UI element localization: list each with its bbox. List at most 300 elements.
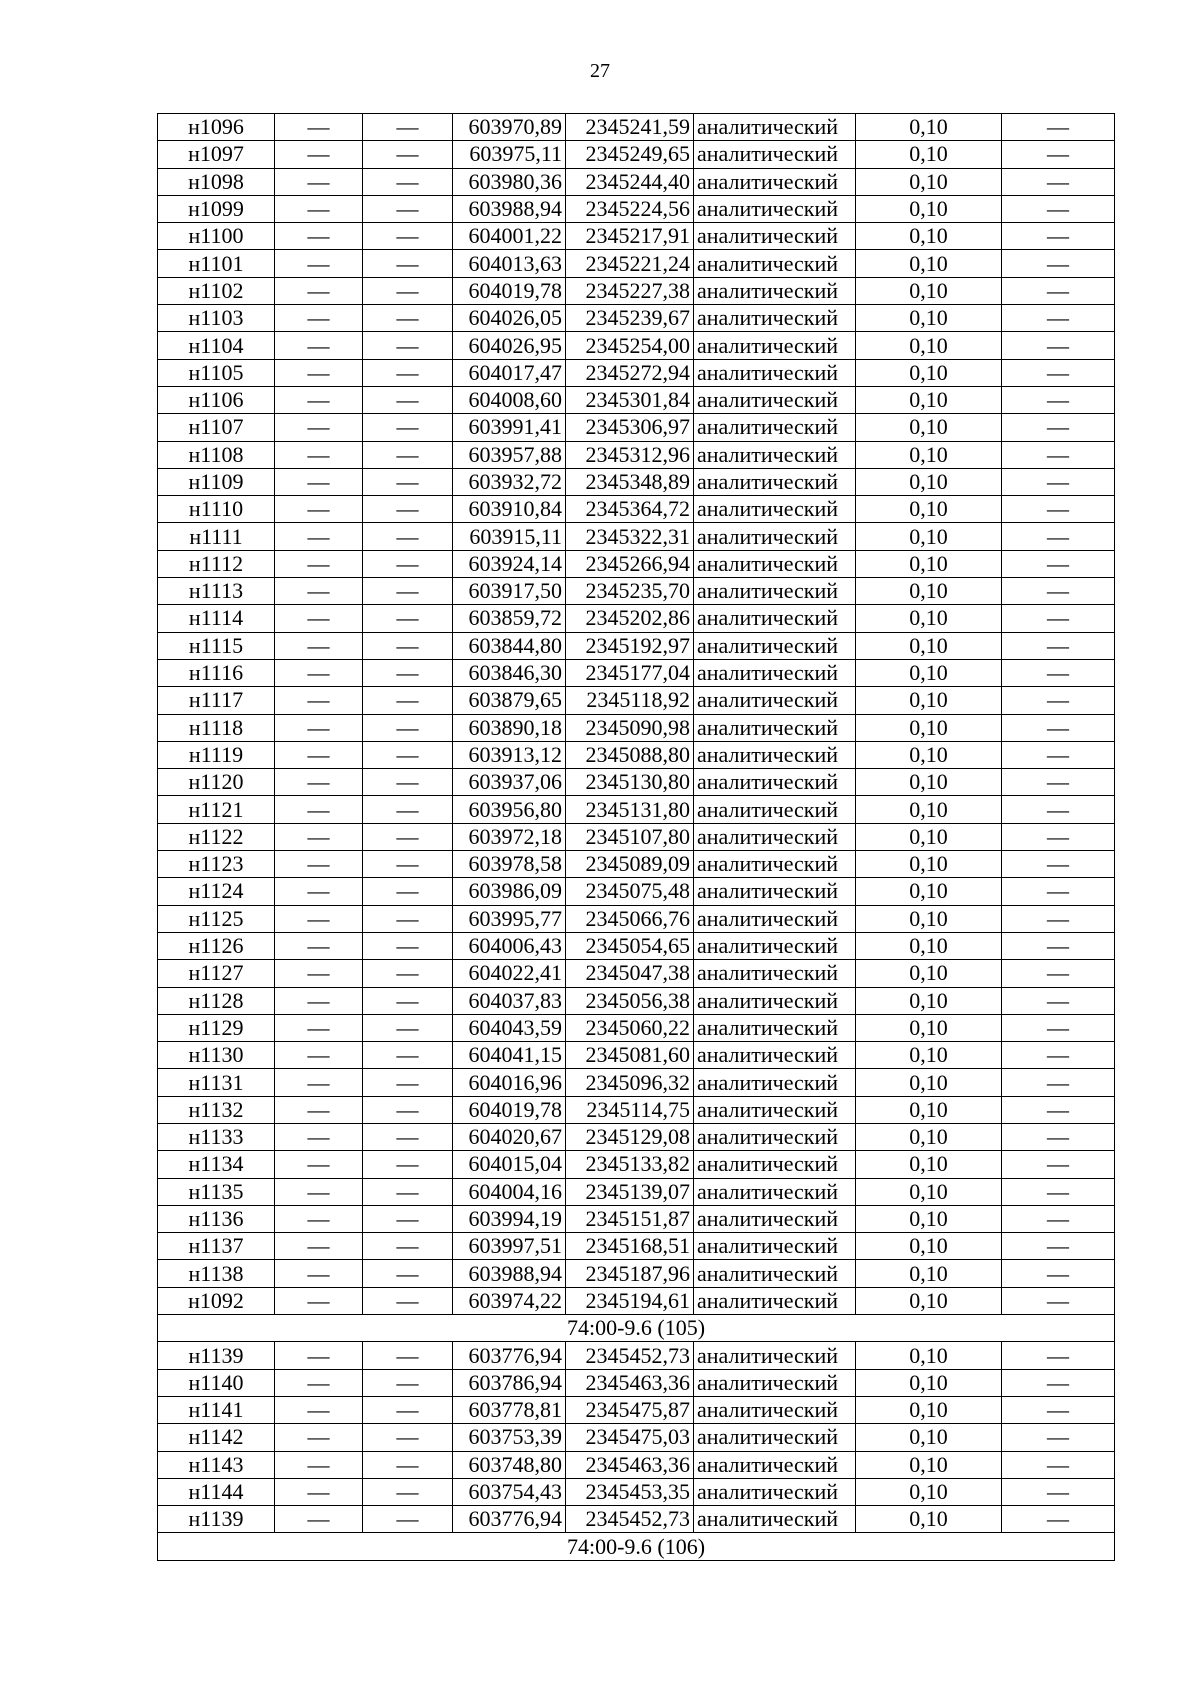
dash-cell: — [275, 823, 363, 850]
precision-cell: 0,10 [856, 1424, 1002, 1451]
point-name-cell: н1121 [158, 796, 275, 823]
precision-cell: 0,10 [856, 168, 1002, 195]
precision-cell: 0,10 [856, 1069, 1002, 1096]
dash-cell: — [363, 468, 453, 495]
point-name-cell: н1102 [158, 277, 275, 304]
point-name-cell: н1133 [158, 1123, 275, 1150]
method-cell: аналитический [694, 223, 856, 250]
point-name-cell: н1137 [158, 1233, 275, 1260]
table-row [158, 168, 1115, 195]
y-coordinate-cell: 2345075,48 [566, 878, 694, 905]
dash-cell: — [363, 114, 453, 141]
point-name-cell: н1139 [158, 1506, 275, 1533]
y-coordinate-cell: 2345306,97 [566, 414, 694, 441]
dash-cell: — [275, 796, 363, 823]
dash-cell: — [363, 1478, 453, 1505]
dash-cell: — [1002, 523, 1115, 550]
table-row [158, 741, 1115, 768]
precision-cell: 0,10 [856, 114, 1002, 141]
y-coordinate-cell: 2345463,36 [566, 1451, 694, 1478]
dash-cell: — [275, 714, 363, 741]
y-coordinate-cell: 2345056,38 [566, 987, 694, 1014]
dash-cell: — [1002, 305, 1115, 332]
point-name-cell: н1105 [158, 359, 275, 386]
precision-cell: 0,10 [856, 1287, 1002, 1314]
method-cell: аналитический [694, 851, 856, 878]
table-row [158, 223, 1115, 250]
point-name-cell: н1114 [158, 605, 275, 632]
dash-cell: — [275, 496, 363, 523]
y-coordinate-cell: 2345139,07 [566, 1178, 694, 1205]
x-coordinate-cell: 603997,51 [453, 1233, 566, 1260]
y-coordinate-cell: 2345224,56 [566, 195, 694, 222]
dash-cell: — [275, 468, 363, 495]
x-coordinate-cell: 604016,96 [453, 1069, 566, 1096]
point-name-cell: н1129 [158, 1014, 275, 1041]
x-coordinate-cell: 603910,84 [453, 496, 566, 523]
point-name-cell: н1103 [158, 305, 275, 332]
dash-cell: — [363, 359, 453, 386]
method-cell: аналитический [694, 1233, 856, 1260]
table-row [158, 769, 1115, 796]
dash-cell: — [1002, 1506, 1115, 1533]
dash-cell: — [275, 114, 363, 141]
table-row [158, 305, 1115, 332]
x-coordinate-cell: 603913,12 [453, 741, 566, 768]
dash-cell: — [1002, 741, 1115, 768]
point-name-cell: н1144 [158, 1478, 275, 1505]
x-coordinate-cell: 604006,43 [453, 932, 566, 959]
y-coordinate-cell: 2345272,94 [566, 359, 694, 386]
point-name-cell: н1141 [158, 1396, 275, 1423]
dash-cell: — [275, 1451, 363, 1478]
method-cell: аналитический [694, 114, 856, 141]
method-cell: аналитический [694, 1424, 856, 1451]
dash-cell: — [275, 605, 363, 632]
point-name-cell: н1092 [158, 1287, 275, 1314]
dash-cell: — [1002, 1096, 1115, 1123]
precision-cell: 0,10 [856, 632, 1002, 659]
dash-cell: — [1002, 414, 1115, 441]
y-coordinate-cell: 2345312,96 [566, 441, 694, 468]
dash-cell: — [363, 305, 453, 332]
point-name-cell: н1122 [158, 823, 275, 850]
dash-cell: — [1002, 687, 1115, 714]
dash-cell: — [1002, 659, 1115, 686]
dash-cell: — [1002, 796, 1115, 823]
precision-cell: 0,10 [856, 1506, 1002, 1533]
table-row [158, 114, 1115, 141]
method-cell: аналитический [694, 305, 856, 332]
precision-cell: 0,10 [856, 1151, 1002, 1178]
dash-cell: — [275, 905, 363, 932]
precision-cell: 0,10 [856, 550, 1002, 577]
dash-cell: — [363, 605, 453, 632]
y-coordinate-cell: 2345348,89 [566, 468, 694, 495]
precision-cell: 0,10 [856, 332, 1002, 359]
table-row [158, 960, 1115, 987]
x-coordinate-cell: 604004,16 [453, 1178, 566, 1205]
y-coordinate-cell: 2345088,80 [566, 741, 694, 768]
method-cell: аналитический [694, 769, 856, 796]
x-coordinate-cell: 604008,60 [453, 386, 566, 413]
dash-cell: — [1002, 987, 1115, 1014]
dash-cell: — [1002, 1205, 1115, 1232]
precision-cell: 0,10 [856, 1178, 1002, 1205]
dash-cell: — [363, 1123, 453, 1150]
x-coordinate-cell: 603974,22 [453, 1287, 566, 1314]
dash-cell: — [275, 305, 363, 332]
point-name-cell: н1112 [158, 550, 275, 577]
point-name-cell: н1136 [158, 1205, 275, 1232]
point-name-cell: н1138 [158, 1260, 275, 1287]
dash-cell: — [275, 168, 363, 195]
point-name-cell: н1130 [158, 1042, 275, 1069]
dash-cell: — [1002, 441, 1115, 468]
x-coordinate-cell: 603786,94 [453, 1369, 566, 1396]
dash-cell: — [1002, 386, 1115, 413]
dash-cell: — [1002, 769, 1115, 796]
point-name-cell: н1119 [158, 741, 275, 768]
point-name-cell: н1132 [158, 1096, 275, 1123]
y-coordinate-cell: 2345192,97 [566, 632, 694, 659]
y-coordinate-cell: 2345114,75 [566, 1096, 694, 1123]
table-row [158, 878, 1115, 905]
point-name-cell: н1140 [158, 1369, 275, 1396]
x-coordinate-cell: 603924,14 [453, 550, 566, 577]
x-coordinate-cell: 603988,94 [453, 1260, 566, 1287]
method-cell: аналитический [694, 1342, 856, 1369]
dash-cell: — [275, 550, 363, 577]
precision-cell: 0,10 [856, 1042, 1002, 1069]
dash-cell: — [363, 987, 453, 1014]
dash-cell: — [1002, 1260, 1115, 1287]
x-coordinate-cell: 604037,83 [453, 987, 566, 1014]
method-cell: аналитический [694, 632, 856, 659]
x-coordinate-cell: 603937,06 [453, 769, 566, 796]
dash-cell: — [275, 1069, 363, 1096]
table-row [158, 1096, 1115, 1123]
method-cell: аналитический [694, 905, 856, 932]
dash-cell: — [363, 250, 453, 277]
dash-cell: — [363, 1424, 453, 1451]
table-row [158, 1287, 1115, 1314]
section-label: 74:00-9.6 (105) [158, 1315, 1115, 1342]
dash-cell: — [275, 250, 363, 277]
dash-cell: — [275, 441, 363, 468]
table-row [158, 851, 1115, 878]
dash-cell: — [1002, 1123, 1115, 1150]
precision-cell: 0,10 [856, 195, 1002, 222]
dash-cell: — [363, 687, 453, 714]
precision-cell: 0,10 [856, 496, 1002, 523]
dash-cell: — [1002, 1233, 1115, 1260]
y-coordinate-cell: 2345452,73 [566, 1342, 694, 1369]
dash-cell: — [1002, 1287, 1115, 1314]
dash-cell: — [363, 960, 453, 987]
method-cell: аналитический [694, 550, 856, 577]
x-coordinate-cell: 603748,80 [453, 1451, 566, 1478]
y-coordinate-cell: 2345133,82 [566, 1151, 694, 1178]
y-coordinate-cell: 2345047,38 [566, 960, 694, 987]
dash-cell: — [363, 796, 453, 823]
y-coordinate-cell: 2345202,86 [566, 605, 694, 632]
dash-cell: — [275, 1096, 363, 1123]
y-coordinate-cell: 2345364,72 [566, 496, 694, 523]
dash-cell: — [1002, 632, 1115, 659]
precision-cell: 0,10 [856, 1233, 1002, 1260]
dash-cell: — [275, 523, 363, 550]
precision-cell: 0,10 [856, 878, 1002, 905]
precision-cell: 0,10 [856, 223, 1002, 250]
dash-cell: — [363, 932, 453, 959]
method-cell: аналитический [694, 386, 856, 413]
x-coordinate-cell: 603859,72 [453, 605, 566, 632]
table-row [158, 1233, 1115, 1260]
precision-cell: 0,10 [856, 1260, 1002, 1287]
point-name-cell: н1128 [158, 987, 275, 1014]
point-name-cell: н1116 [158, 659, 275, 686]
x-coordinate-cell: 604019,78 [453, 277, 566, 304]
table-row [158, 987, 1115, 1014]
dash-cell: — [1002, 277, 1115, 304]
y-coordinate-cell: 2345054,65 [566, 932, 694, 959]
x-coordinate-cell: 604015,04 [453, 1151, 566, 1178]
y-coordinate-cell: 2345475,03 [566, 1424, 694, 1451]
x-coordinate-cell: 604020,67 [453, 1123, 566, 1150]
point-name-cell: н1110 [158, 496, 275, 523]
method-cell: аналитический [694, 468, 856, 495]
x-coordinate-cell: 603986,09 [453, 878, 566, 905]
table-row [158, 1178, 1115, 1205]
table-row [158, 1042, 1115, 1069]
point-name-cell: н1126 [158, 932, 275, 959]
point-name-cell: н1106 [158, 386, 275, 413]
precision-cell: 0,10 [856, 960, 1002, 987]
dash-cell: — [275, 987, 363, 1014]
table-row [158, 441, 1115, 468]
x-coordinate-cell: 604013,63 [453, 250, 566, 277]
method-cell: аналитический [694, 1069, 856, 1096]
y-coordinate-cell: 2345107,80 [566, 823, 694, 850]
dash-cell: — [1002, 223, 1115, 250]
x-coordinate-cell: 604017,47 [453, 359, 566, 386]
table-row [158, 359, 1115, 386]
precision-cell: 0,10 [856, 414, 1002, 441]
x-coordinate-cell: 603879,65 [453, 687, 566, 714]
point-name-cell: н1115 [158, 632, 275, 659]
dash-cell: — [275, 1260, 363, 1287]
x-coordinate-cell: 604001,22 [453, 223, 566, 250]
method-cell: аналитический [694, 1014, 856, 1041]
precision-cell: 0,10 [856, 851, 1002, 878]
point-name-cell: н1134 [158, 1151, 275, 1178]
dash-cell: — [275, 578, 363, 605]
table-row [158, 1260, 1115, 1287]
table-row [158, 195, 1115, 222]
x-coordinate-cell: 603956,80 [453, 796, 566, 823]
method-cell: аналитический [694, 1369, 856, 1396]
table-row [158, 1369, 1115, 1396]
dash-cell: — [275, 1123, 363, 1150]
precision-cell: 0,10 [856, 1205, 1002, 1232]
method-cell: аналитический [694, 960, 856, 987]
y-coordinate-cell: 2345244,40 [566, 168, 694, 195]
method-cell: аналитический [694, 1151, 856, 1178]
x-coordinate-cell: 603972,18 [453, 823, 566, 850]
precision-cell: 0,10 [856, 468, 1002, 495]
dash-cell: — [363, 769, 453, 796]
table-row [158, 1396, 1115, 1423]
dash-cell: — [363, 1342, 453, 1369]
point-name-cell: н1111 [158, 523, 275, 550]
dash-cell: — [363, 878, 453, 905]
y-coordinate-cell: 2345475,87 [566, 1396, 694, 1423]
y-coordinate-cell: 2345096,32 [566, 1069, 694, 1096]
x-coordinate-cell: 603994,19 [453, 1205, 566, 1232]
dash-cell: — [363, 441, 453, 468]
precision-cell: 0,10 [856, 1123, 1002, 1150]
x-coordinate-cell: 604026,05 [453, 305, 566, 332]
method-cell: аналитический [694, 359, 856, 386]
method-cell: аналитический [694, 1042, 856, 1069]
precision-cell: 0,10 [856, 305, 1002, 332]
dash-cell: — [275, 769, 363, 796]
x-coordinate-cell: 603917,50 [453, 578, 566, 605]
y-coordinate-cell: 2345227,38 [566, 277, 694, 304]
method-cell: аналитический [694, 1205, 856, 1232]
x-coordinate-cell: 603915,11 [453, 523, 566, 550]
point-name-cell: н1118 [158, 714, 275, 741]
method-cell: аналитический [694, 250, 856, 277]
precision-cell: 0,10 [856, 578, 1002, 605]
precision-cell: 0,10 [856, 1369, 1002, 1396]
point-name-cell: н1124 [158, 878, 275, 905]
dash-cell: — [1002, 1178, 1115, 1205]
dash-cell: — [1002, 1369, 1115, 1396]
table-row [158, 141, 1115, 168]
dash-cell: — [1002, 578, 1115, 605]
method-cell: аналитический [694, 1260, 856, 1287]
dash-cell: — [363, 332, 453, 359]
dash-cell: — [1002, 605, 1115, 632]
dash-cell: — [363, 496, 453, 523]
dash-cell: — [1002, 878, 1115, 905]
y-coordinate-cell: 2345194,61 [566, 1287, 694, 1314]
dash-cell: — [363, 141, 453, 168]
y-coordinate-cell: 2345089,09 [566, 851, 694, 878]
point-name-cell: н1097 [158, 141, 275, 168]
table-row [158, 823, 1115, 850]
page-number: 27 [590, 60, 610, 82]
y-coordinate-cell: 2345168,51 [566, 1233, 694, 1260]
dash-cell: — [275, 141, 363, 168]
dash-cell: — [1002, 714, 1115, 741]
table-row [158, 1014, 1115, 1041]
x-coordinate-cell: 603844,80 [453, 632, 566, 659]
x-coordinate-cell: 604022,41 [453, 960, 566, 987]
dash-cell: — [1002, 1478, 1115, 1505]
dash-cell: — [1002, 1342, 1115, 1369]
dash-cell: — [275, 1151, 363, 1178]
dash-cell: — [275, 414, 363, 441]
table-row [158, 550, 1115, 577]
point-name-cell: н1120 [158, 769, 275, 796]
table-row [158, 1424, 1115, 1451]
dash-cell: — [1002, 332, 1115, 359]
table-row [158, 332, 1115, 359]
method-cell: аналитический [694, 1123, 856, 1150]
dash-cell: — [363, 1096, 453, 1123]
dash-cell: — [1002, 1151, 1115, 1178]
dash-cell: — [363, 1287, 453, 1314]
table-row [158, 496, 1115, 523]
point-name-cell: н1123 [158, 851, 275, 878]
x-coordinate-cell: 603778,81 [453, 1396, 566, 1423]
dash-cell: — [363, 1396, 453, 1423]
dash-cell: — [1002, 250, 1115, 277]
dash-cell: — [1002, 960, 1115, 987]
dash-cell: — [1002, 1069, 1115, 1096]
table-row [158, 1506, 1115, 1533]
precision-cell: 0,10 [856, 1478, 1002, 1505]
y-coordinate-cell: 2345266,94 [566, 550, 694, 577]
table-row [158, 250, 1115, 277]
y-coordinate-cell: 2345254,00 [566, 332, 694, 359]
x-coordinate-cell: 603978,58 [453, 851, 566, 878]
dash-cell: — [363, 851, 453, 878]
precision-cell: 0,10 [856, 1014, 1002, 1041]
dash-cell: — [363, 1178, 453, 1205]
dash-cell: — [275, 1506, 363, 1533]
precision-cell: 0,10 [856, 277, 1002, 304]
x-coordinate-cell: 604019,78 [453, 1096, 566, 1123]
table-row [158, 659, 1115, 686]
y-coordinate-cell: 2345463,36 [566, 1369, 694, 1396]
dash-cell: — [275, 1478, 363, 1505]
dash-cell: — [1002, 851, 1115, 878]
point-name-cell: н1125 [158, 905, 275, 932]
dash-cell: — [363, 1014, 453, 1041]
precision-cell: 0,10 [856, 741, 1002, 768]
y-coordinate-cell: 2345131,80 [566, 796, 694, 823]
method-cell: аналитический [694, 414, 856, 441]
method-cell: аналитический [694, 277, 856, 304]
table-row [158, 905, 1115, 932]
table-row [158, 1342, 1115, 1369]
dash-cell: — [363, 1151, 453, 1178]
precision-cell: 0,10 [856, 441, 1002, 468]
coordinates-table [157, 113, 1115, 1561]
y-coordinate-cell: 2345452,73 [566, 1506, 694, 1533]
dash-cell: — [1002, 141, 1115, 168]
method-cell: аналитический [694, 1506, 856, 1533]
dash-cell: — [275, 687, 363, 714]
x-coordinate-cell: 603776,94 [453, 1342, 566, 1369]
point-name-cell: н1143 [158, 1451, 275, 1478]
dash-cell: — [1002, 932, 1115, 959]
method-cell: аналитический [694, 741, 856, 768]
y-coordinate-cell: 2345151,87 [566, 1205, 694, 1232]
dash-cell: — [363, 905, 453, 932]
method-cell: аналитический [694, 1287, 856, 1314]
point-name-cell: н1113 [158, 578, 275, 605]
x-coordinate-cell: 603975,11 [453, 141, 566, 168]
y-coordinate-cell: 2345221,24 [566, 250, 694, 277]
point-name-cell: н1117 [158, 687, 275, 714]
method-cell: аналитический [694, 1478, 856, 1505]
method-cell: аналитический [694, 332, 856, 359]
